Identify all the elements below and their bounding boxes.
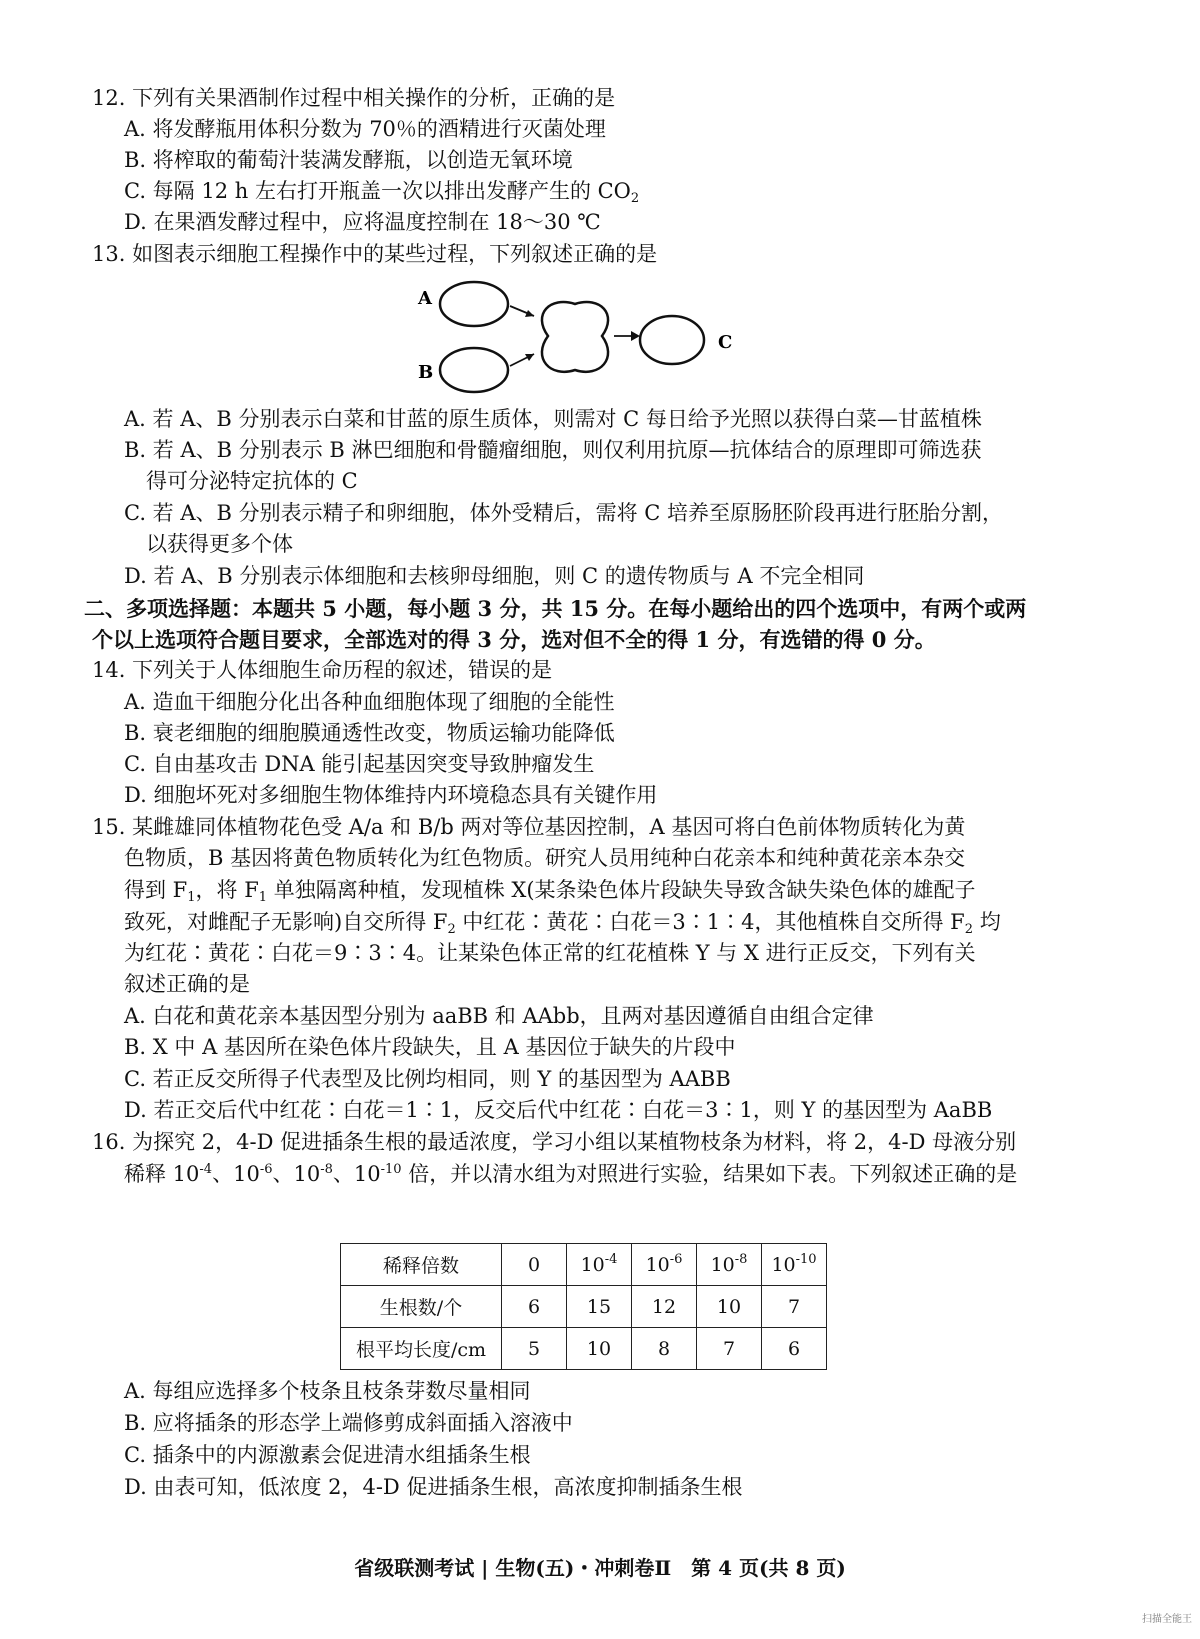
q13-option-a: A. 若 A、B 分别表示白菜和甘蓝的原生质体，则需对 C 每日给予光照以获得白菜—甘蓝植株 [124, 407, 982, 431]
q15-stem-line2: 色物质，B 基因将黄色物质转化为红色物质。研究人员用纯种白花亲本和纯种黄花亲本杂交 [124, 846, 966, 870]
section2-heading-line2: 个以上选项符合题目要求，全部选对的得 3 分，选对但不全的得 1 分，有选错的得 0 分。 [92, 627, 936, 652]
cell-a-shape [440, 282, 508, 326]
diagram-label-a: A [418, 288, 432, 309]
diagram-label-b: B [418, 362, 434, 383]
q14-option-b: B. 衰老细胞的细胞膜通透性改变，物质运输功能降低 [124, 721, 615, 745]
q15-option-c: C. 若正反交所得子代表型及比例均相同，则 Y 的基因型为 AABB [124, 1067, 731, 1091]
q13-option-d: D. 若 A、B 分别表示体细胞和去核卵母细胞，则 C 的遗传物质与 A 不完全相同 [124, 564, 865, 588]
q15-stem-line1: 15. 某雌雄同体植物花色受 A/a 和 B/b 两对等位基因控制，A 基因可将白色前体物质转化为黄 [92, 815, 966, 839]
table-col-0: 0 [502, 1244, 567, 1286]
table-col-2: $10^{-6}$ [632, 1244, 697, 1286]
table-cell: 12 [632, 1286, 697, 1328]
table-cell: 8 [632, 1328, 697, 1370]
cell-fusion-diagram [410, 278, 760, 408]
q15-stem-line4: 致死，对雌配子无影响)自交所得 $F_2$ 中红花∶黄花∶白花＝3∶1∶4，其他植株自交所得 $F_2$ 均 [124, 910, 1001, 937]
table-col-4: $10^{-10}$ [762, 1244, 827, 1286]
page-footer: 省级联测考试 | 生物(五)・冲刺卷Ⅱ 第 4 页(共 8 页) [354, 1556, 846, 1580]
cell-b-shape [440, 348, 508, 392]
q14-option-d: D. 细胞坏死对多细胞生物体维持内环境稳态具有关键作用 [124, 783, 658, 807]
q16-option-d: D. 由表可知，低浓度 2，4-D 促进插条生根，高浓度抑制插条生根 [124, 1475, 743, 1499]
q16-stem-line2: 稀释 $10^{-4}$、$10^{-6}$、$10^{-8}$、$10^{-10}$ 倍，并以清水组为对照进行实验，结果如下表。下列叙述正确的是 [124, 1162, 1018, 1186]
table-cell: 5 [502, 1328, 567, 1370]
arrow-c-head [631, 331, 640, 341]
table-col-1: $10^{-4}$ [567, 1244, 632, 1286]
q12-option-d: D. 在果酒发酵过程中，应将温度控制在 18～30 ℃ [124, 210, 601, 234]
q13-option-b-line2: 得可分泌特定抗体的 C [146, 469, 358, 493]
q15-option-b: B. X 中 A 基因所在染色体片段缺失，且 A 基因位于缺失的片段中 [124, 1035, 736, 1059]
cell-c-shape [640, 316, 704, 364]
q13-option-b-line1: B. 若 A、B 分别表示 B 淋巴细胞和骨髓瘤细胞，则仅利用抗原—抗体结合的原理即可筛选获 [124, 438, 982, 462]
q14-option-c: C. 自由基攻击 DNA 能引起基因突变导致肿瘤发生 [124, 752, 595, 776]
table-cell: 6 [502, 1286, 567, 1328]
q16-option-b: B. 应将插条的形态学上端修剪成斜面插入溶液中 [124, 1411, 573, 1435]
table-row [341, 1286, 827, 1328]
table-cell: 15 [567, 1286, 632, 1328]
q12-option-b: B. 将榨取的葡萄汁装满发酵瓶，以创造无氧环境 [124, 148, 573, 172]
table-cell: 7 [697, 1328, 762, 1370]
q15-stem-line3: 得到 $F_1$，将 $F_1$ 单独隔离种植，发现植株 X(某条染色体片段缺失导致含缺失染色体的雄配子 [124, 878, 976, 905]
q12-stem: 12. 下列有关果酒制作过程中相关操作的分析，正确的是 [92, 86, 616, 110]
table-col-3: $10^{-8}$ [697, 1244, 762, 1286]
section2-heading-line1: 二、多项选择题：本题共 5 小题，每小题 3 分，共 15 分。在每小题给出的四个选项中，有两个或两 [84, 596, 1027, 621]
table-cell: 7 [762, 1286, 827, 1328]
q15-stem-line6: 叙述正确的是 [124, 972, 250, 996]
q16-stem-line1: 16. 为探究 2，4-D 促进插条生根的最适浓度，学习小组以某植物枝条为材料，将 2，4-D 母液分别 [92, 1130, 1017, 1154]
table-cell: 10 [567, 1328, 632, 1370]
table-header-dilution: 稀释倍数 [341, 1244, 502, 1286]
q15-stem-line5: 为红花∶黄花∶白花＝9∶3∶4。让某染色体正常的红花植株 Y 与 X 进行正反交，下列有关 [124, 941, 976, 965]
q14-stem: 14. 下列关于人体细胞生命历程的叙述，错误的是 [92, 658, 553, 682]
q14-option-a: A. 造血干细胞分化出各种血细胞体现了细胞的全能性 [124, 690, 615, 714]
q13-option-c-line2: 以获得更多个体 [146, 532, 293, 556]
q13-stem: 13. 如图表示细胞工程操作中的某些过程，下列叙述正确的是 [92, 242, 658, 266]
q16-option-a: A. 每组应选择多个枝条且枝条芽数尽量相同 [124, 1379, 531, 1403]
q16-option-c: C. 插条中的内源激素会促进清水组插条生根 [124, 1443, 531, 1467]
q15-option-d: D. 若正交后代中红花∶白花＝1∶1，反交后代中红花∶白花＝3∶1，则 Y 的基因型为 AaBB [124, 1098, 993, 1122]
table-row [341, 1244, 827, 1286]
fused-cell-shape [542, 302, 608, 372]
diagram-label-c: C [718, 332, 733, 353]
table-row [341, 1328, 827, 1370]
table-cell: 10 [697, 1286, 762, 1328]
table-row-header-root-count: 生根数/个 [341, 1286, 502, 1328]
q15-option-a: A. 白花和黄花亲本基因型分别为 aaBB 和 AAbb，且两对基因遵循自由组合定律 [124, 1004, 874, 1028]
q12-option-c: C. 每隔 12 h 左右打开瓶盖一次以排出发酵产生的 $CO_2$ [124, 179, 640, 206]
results-table [340, 1243, 827, 1370]
table-cell: 6 [762, 1328, 827, 1370]
q13-option-c-line1: C. 若 A、B 分别表示精子和卵细胞，体外受精后，需将 C 培养至原肠胚阶段再进行胚胎分割， [124, 501, 1004, 525]
scanner-watermark: 扫描全能王 [1142, 1614, 1192, 1625]
table-row-header-root-length: 根平均长度/cm [341, 1328, 502, 1370]
q12-option-a: A. 将发酵瓶用体积分数为 70％的酒精进行灭菌处理 [124, 117, 606, 141]
